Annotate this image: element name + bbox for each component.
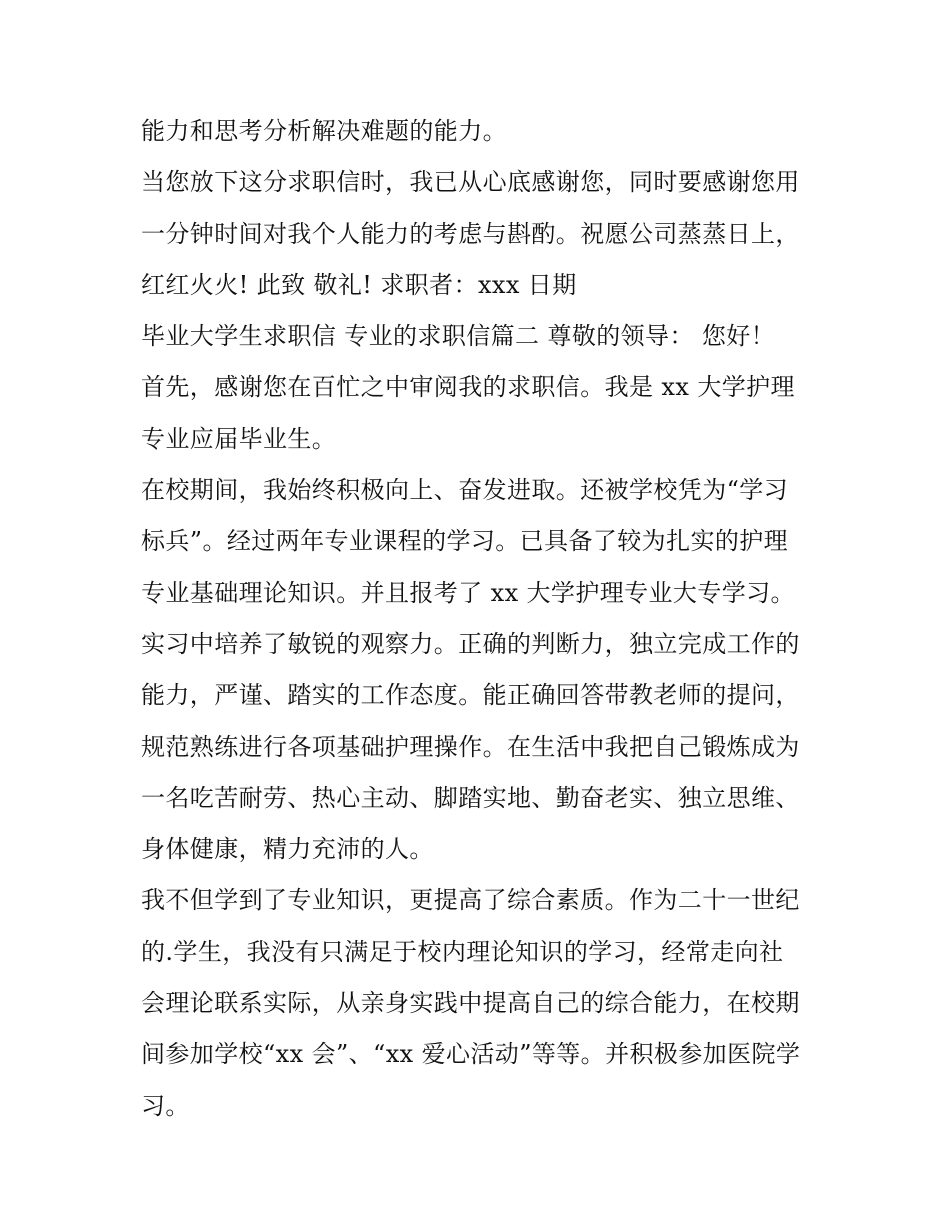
text-line: 我不但学到了专业知识，更提高了综合素质。作为二十一世纪 [141, 886, 800, 915]
text-line: 毕业大学生求职信 专业的求职信篇二 尊敬的领导： 您好！ [141, 322, 776, 351]
text-line: 习。 [141, 1091, 190, 1120]
text-line: 能力和思考分析解决难题的能力。 [141, 117, 507, 145]
text-line: 专业基础理论知识。并且报考了 xx 大学护理专业大专学习。 [141, 578, 795, 607]
text-line: 能力，严谨、踏实的工作态度。能正确回答带教老师的提问， [141, 681, 800, 710]
text-line: 的.学生，我没有只满足于校内理论知识的学习，经常走向社 [141, 937, 784, 966]
body-text [141, 106, 831, 1132]
text-line: 身体健康，精力充沛的人。 [141, 835, 434, 864]
text-line: 红红火火! 此致 敬礼! 求职者：xxx 日期 [141, 270, 577, 299]
text-line: 间参加学校“xx 会”、“xx 爱心活动”等等。并积极参加医院学 [141, 1040, 801, 1069]
text-line: 标兵”。经过两年专业课程的学习。已具备了较为扎实的护理 [141, 527, 789, 556]
text-line: 在校期间，我始终积极向上、奋发进取。还被学校凭为“学习 [141, 476, 789, 505]
text-line: 一分钟时间对我个人能力的考虑与斟酌。祝愿公司蒸蒸日上， [141, 219, 800, 248]
text-line: 实习中培养了敏锐的观察力。正确的判断力，独立完成工作的 [141, 629, 800, 658]
text-line: 当您放下这分求职信时，我已从心底感谢您，同时要感谢您用 [141, 168, 800, 197]
text-line: 会理论联系实际，从亲身实践中提高自己的综合能力，在校期 [141, 989, 800, 1018]
text-line: 一名吃苦耐劳、热心主动、脚踏实地、勤奋老实、独立思维、 [141, 783, 800, 812]
text-line: 首先，感谢您在百忙之中审阅我的求职信。我是 xx 大学护理 [141, 373, 795, 402]
text-line: 专业应届毕业生。 [141, 424, 337, 453]
text-line: 规范熟练进行各项基础护理操作。在生活中我把自己锻炼成为 [141, 732, 800, 761]
